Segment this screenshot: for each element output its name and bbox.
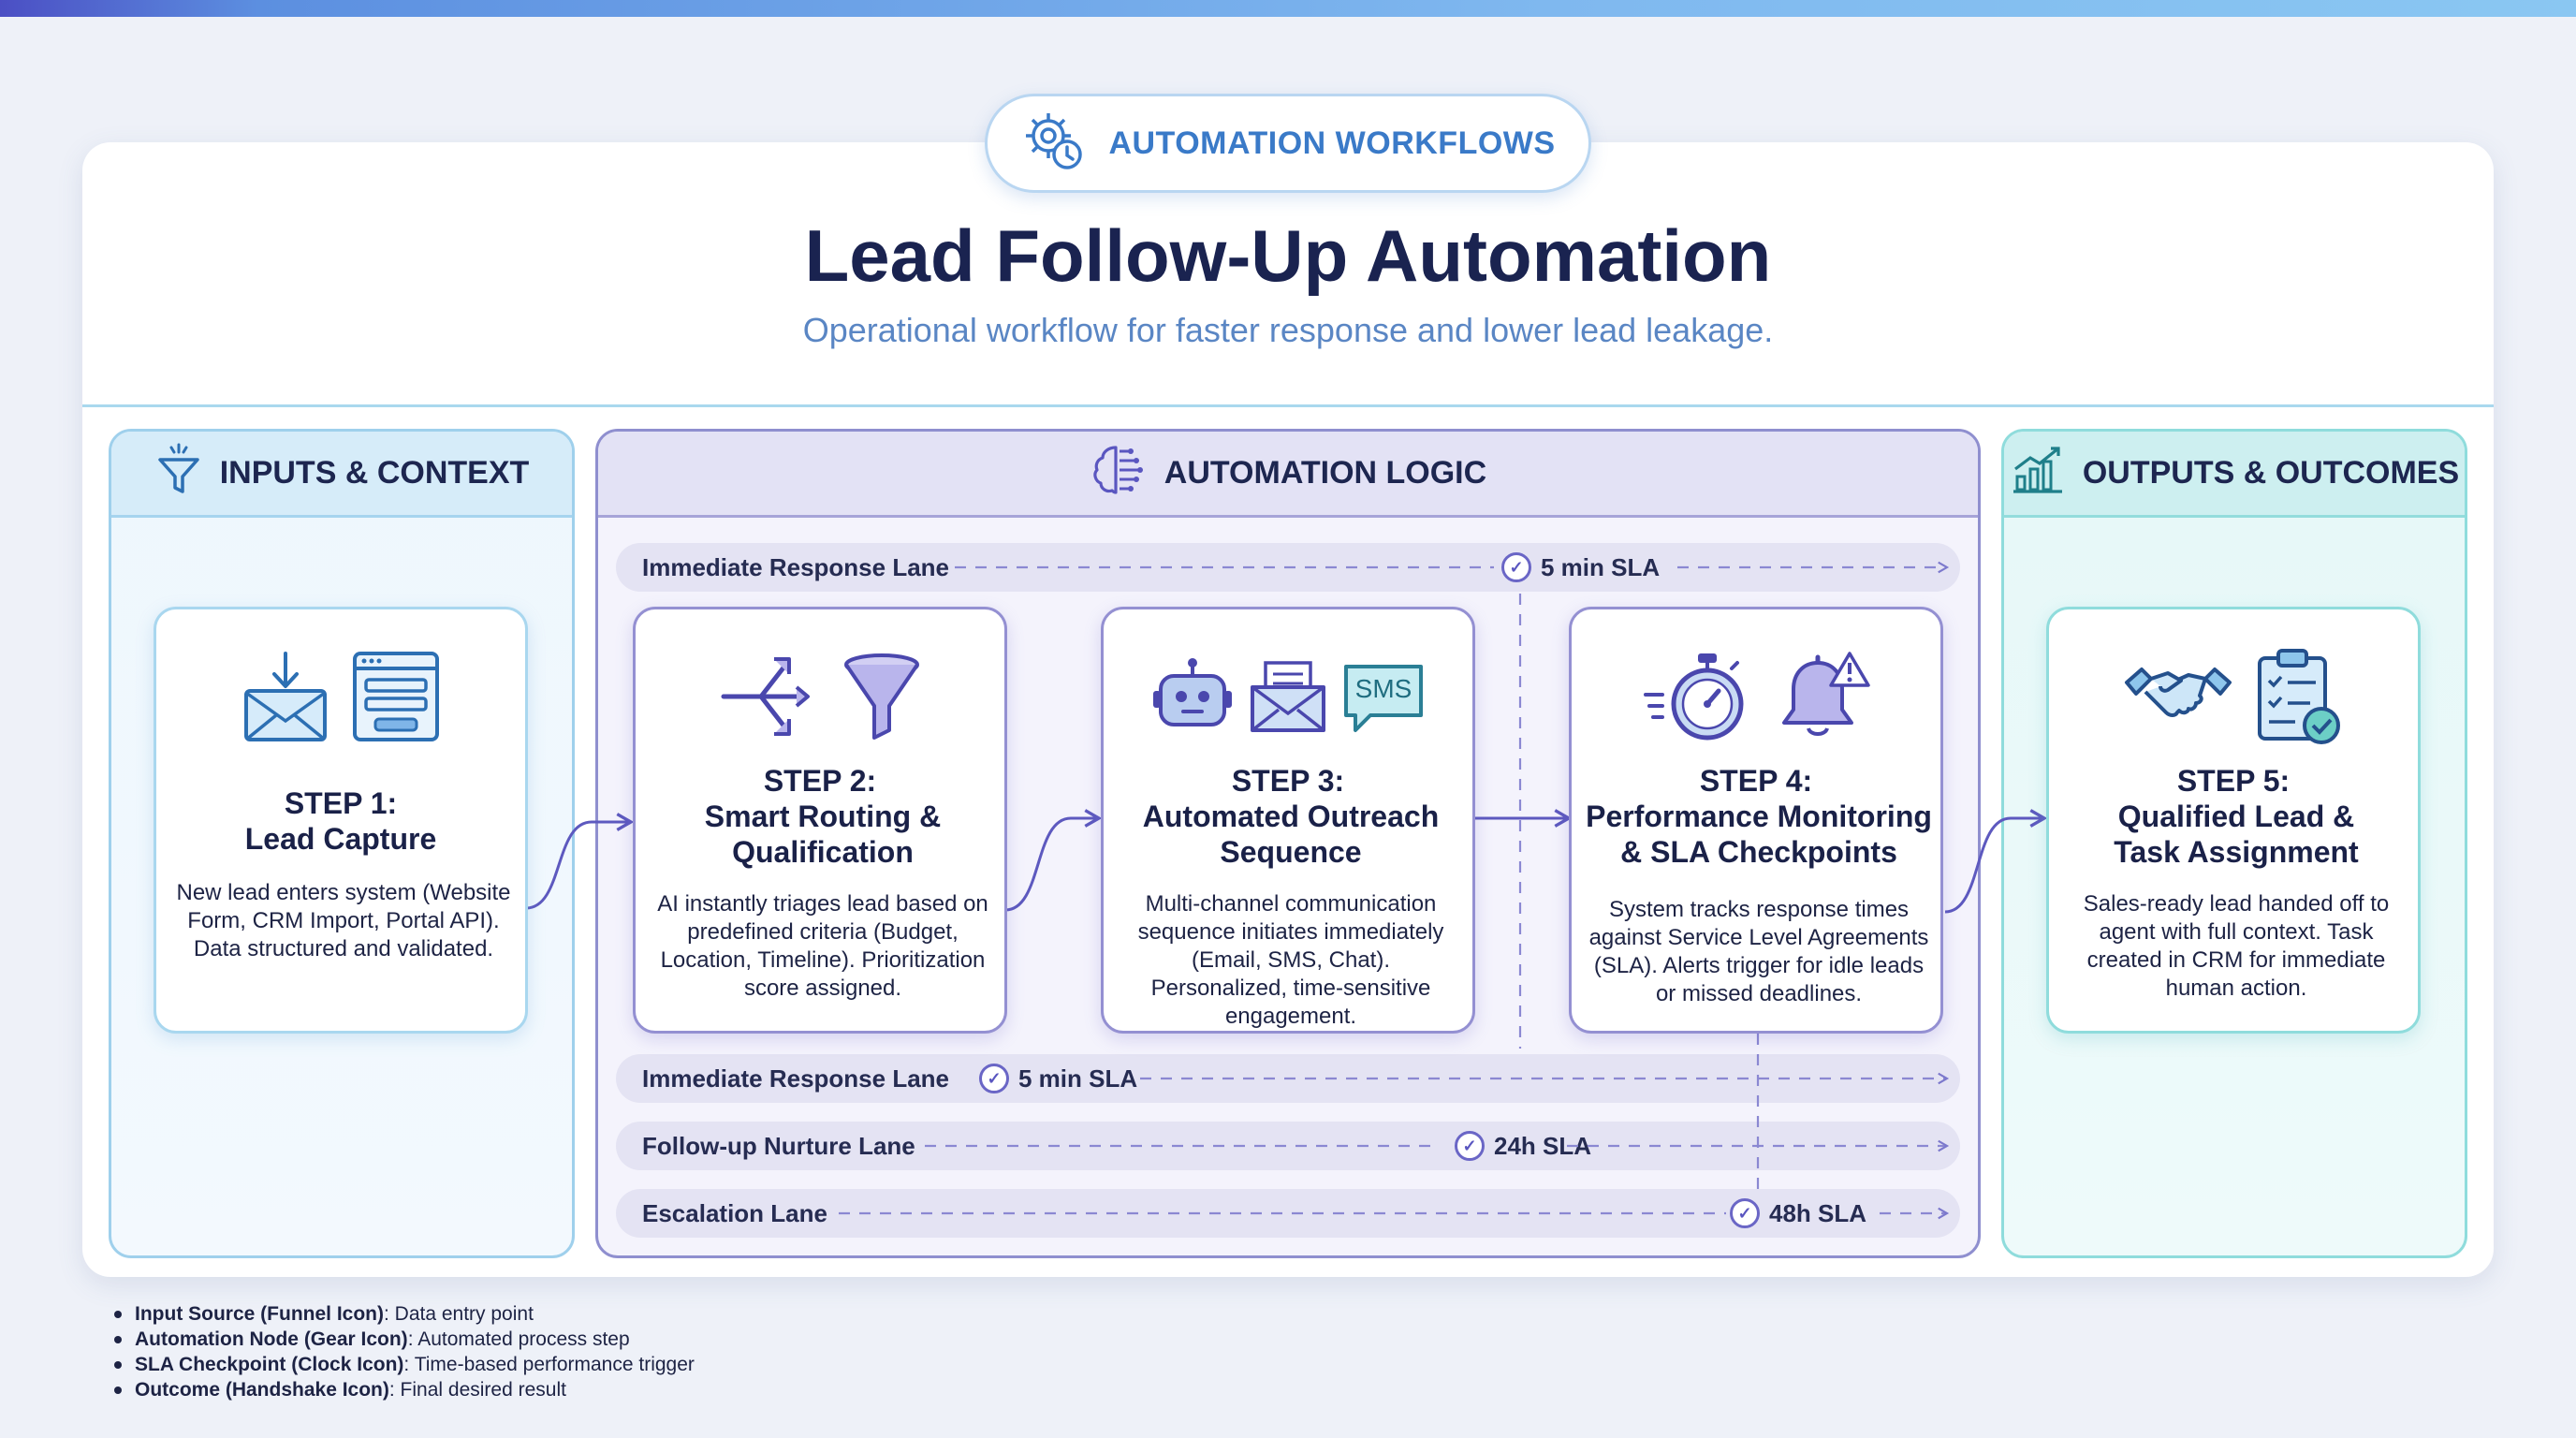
legend-item: SLA Checkpoint (Clock Icon) : Time-based performance trigger — [114, 1352, 695, 1377]
header-divider — [82, 404, 2494, 407]
check-circle-icon: ✓ — [1501, 552, 1531, 582]
lane-label: Immediate Response Lane — [642, 553, 949, 581]
step-5-description: Sales-ready lead handed off to agent with full context. Task created in CRM for immediate human action. — [2083, 891, 2390, 1001]
step-4-title: Performance Monitoring & SLA Checkpoints — [1586, 800, 1932, 869]
lane-sla-checkpoint — [1455, 1122, 1591, 1170]
legend-item: Outcome (Handshake Icon) : Final desired result — [114, 1377, 695, 1402]
lane-sla-label: 48h SLA — [1769, 1198, 1867, 1227]
lane-follow-up-nurture — [616, 1122, 1960, 1170]
funnel-icon — [154, 441, 203, 506]
step-3-card — [1101, 607, 1475, 1034]
step-1-label: STEP 1: — [284, 786, 398, 820]
step-3-icons — [1104, 647, 1472, 750]
alert-bell-icon — [1780, 648, 1870, 750]
automation-workflows-badge — [985, 94, 1591, 193]
step-5-label: STEP 5: — [2176, 764, 2291, 798]
growth-chart-icon — [2010, 443, 2066, 504]
sms-bubble-icon — [1340, 659, 1427, 738]
step-2-label: STEP 2: — [763, 764, 877, 798]
lane-immediate-response — [616, 1054, 1960, 1103]
step-4-icons — [1572, 647, 1940, 750]
lane-sla-label: 5 min SLA — [1541, 552, 1661, 581]
lane-sla-checkpoint — [1730, 1189, 1866, 1238]
filter-funnel-icon — [842, 650, 922, 748]
lane-label: Follow-up Nurture Lane — [642, 1132, 915, 1160]
check-circle-icon: ✓ — [1730, 1198, 1760, 1228]
step-2-card — [633, 607, 1007, 1034]
legend — [114, 1301, 695, 1402]
page-title: Lead Follow-Up Automation — [804, 214, 1772, 297]
lane-escalation — [616, 1189, 1960, 1238]
step-2-description: AI instantly triages lead based on predefined criteria (Budget, Location, Timeline). Prioritization score assigned. — [657, 891, 988, 1001]
step-5-card — [2046, 607, 2421, 1034]
step-4-description: System tracks response times against Service Level Agreements (SLA). Alerts trigger for idle leads or missed deadlines. — [1588, 897, 1929, 1006]
outputs-panel-header — [2004, 432, 2465, 518]
brain-circuit-icon — [1090, 440, 1148, 506]
lane-sla-checkpoint — [979, 1054, 1137, 1103]
step-2-title: Smart Routing & Qualification — [704, 800, 942, 869]
step-4-label: STEP 4: — [1699, 764, 1813, 798]
top-accent-bar — [0, 0, 2576, 17]
step-4-card — [1569, 607, 1943, 1034]
logic-panel-title: AUTOMATION LOGIC — [1164, 455, 1487, 491]
legend-item: Automation Node (Gear Icon) : Automated process step — [114, 1327, 695, 1352]
handshake-icon — [2123, 654, 2233, 743]
inbox-download-icon — [241, 650, 330, 748]
step-1-card — [154, 607, 528, 1034]
step-1-description: New lead enters system (Website Form, CRM Import, Portal API). Data structured and validated. — [176, 880, 511, 961]
chat-bot-icon — [1149, 657, 1236, 741]
lane-sla-checkpoint — [1501, 543, 1660, 592]
check-circle-icon: ✓ — [1455, 1131, 1485, 1161]
outputs-panel-title: OUTPUTS & OUTCOMES — [2082, 455, 2460, 491]
lane-label: Escalation Lane — [642, 1199, 827, 1227]
web-form-icon — [351, 650, 441, 748]
step-1-title: Lead Capture — [244, 822, 437, 856]
step-3-description: Multi-channel communication sequence initiates immediately (Email, SMS, Chat). Personalized, time-sensitive engagement. — [1137, 891, 1444, 1029]
inputs-panel-title: INPUTS & CONTEXT — [219, 455, 530, 491]
routing-arrows-icon — [718, 648, 821, 750]
step-1-icons — [156, 647, 525, 750]
lane-sla-label: 24h SLA — [1494, 1131, 1592, 1160]
check-circle-icon: ✓ — [979, 1064, 1009, 1093]
step-3-label: STEP 3: — [1231, 764, 1345, 798]
step-5-title: Qualified Lead & Task Assignment — [2114, 800, 2359, 869]
page-subtitle: Operational workflow for faster response and lower lead leakage. — [802, 311, 1774, 349]
legend-item: Input Source (Funnel Icon) : Data entry point — [114, 1301, 695, 1327]
step-3-title: Automated Outreach Sequence — [1142, 800, 1440, 869]
logic-panel-header — [598, 432, 1978, 518]
lane-sla-label: 5 min SLA — [1018, 1064, 1138, 1093]
badge-label: AUTOMATION WORKFLOWS — [1108, 125, 1556, 161]
step-5-icons — [2049, 647, 2418, 750]
lane-immediate-response-top — [616, 543, 1960, 592]
sms-bubble-text: SMS — [1354, 674, 1412, 703]
clipboard-check-icon — [2254, 647, 2344, 751]
gear-clock-icon — [1020, 108, 1088, 180]
lane-label: Immediate Response Lane — [642, 1064, 949, 1093]
stopwatch-icon — [1642, 648, 1754, 750]
email-icon — [1249, 657, 1327, 741]
step-2-icons — [636, 647, 1004, 750]
inputs-panel-header — [111, 432, 572, 518]
